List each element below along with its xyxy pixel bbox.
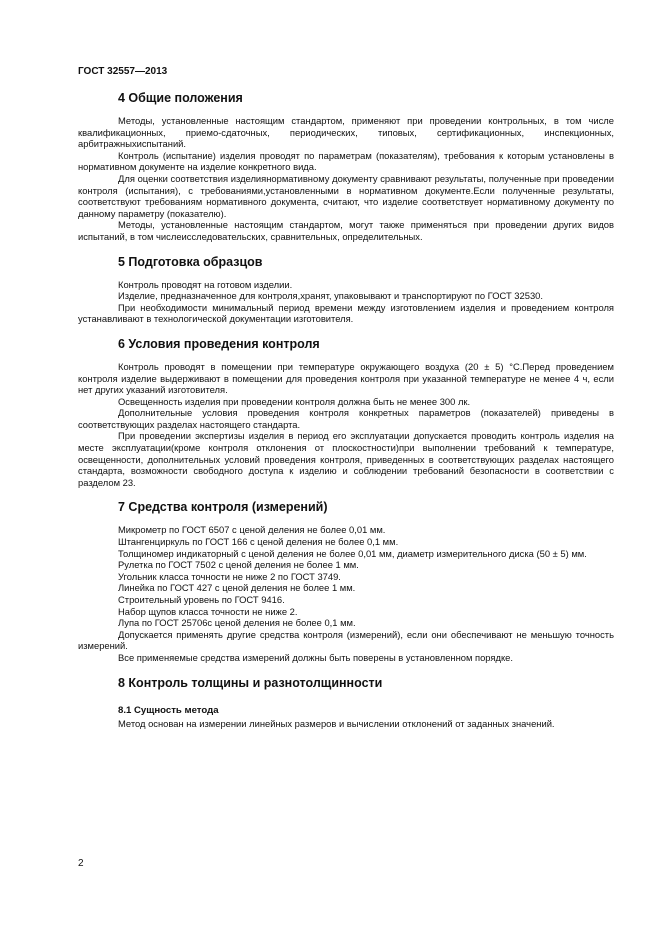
section-4 <box>78 90 614 243</box>
section-7 <box>78 499 614 663</box>
paragraph: Лупа по ГОСТ 25706с ценой деления не более 0,1 мм. <box>118 617 356 629</box>
section-title: 5 Подготовка образцов <box>118 254 263 269</box>
paragraph: Контроль проводят в помещении при температуре окружающего воздуха (20 ± 5) °С.Перед проведением контроля изделие выдерживают в помещении для проведения контроля при указанной температуре не менее 4 ч, если нет других указаний изготовителя. <box>78 360 614 396</box>
document-body <box>78 90 614 740</box>
section-8 <box>78 675 614 730</box>
paragraph: При необходимости минимальный период времени между изготовлением изделия и проведением контроля устанавливают в технологической документации изготовителя. <box>78 301 614 325</box>
paragraph: Толщиномер индикаторный с ценой деления не более 0,01 мм, диаметр измерительного диска (50 ± 5) мм. <box>118 547 587 559</box>
standard-code: ГОСТ 32557—2013 <box>78 66 168 77</box>
page-number: 2 <box>78 858 84 869</box>
paragraph: Угольник класса точности не ниже 2 по ГОСТ 3749. <box>118 570 341 582</box>
paragraph: Штангенциркуль по ГОСТ 166 с ценой деления не более 0,1 мм. <box>118 536 399 548</box>
section-5 <box>78 254 614 325</box>
paragraph: Набор щупов класса точности не ниже 2. <box>118 605 298 617</box>
paragraph: Линейка по ГОСТ 427 с ценой деления не более 1 мм. <box>118 582 356 594</box>
paragraph: Освещенность изделия при проведении контроля должна быть не менее 300 лк. <box>118 395 471 407</box>
paragraph: Микрометр по ГОСТ 6507 с ценой деления не более 0,01 мм. <box>118 524 386 536</box>
paragraph: Дополнительные условия проведения контроля конкретных параметров (показателей) приведены в соответствующих разделах настоящего стандарта. <box>78 407 614 430</box>
paragraph: Контроль (испытание) изделия проводят по параметрам (показателям), требования к которым установлены в нормативном документе на изделие конкретного вида. <box>78 149 614 173</box>
paragraph: Метод основан на измерении линейных размеров и вычислении отклонений от заданных значений. <box>118 717 555 729</box>
paragraph: При проведении экспертизы изделия в период его эксплуатации допускается проводить контроль изделия на месте эксплуатации(кроме контроля отклонения от плоскостности)при выполнении требований к температуре, освещенности, дополнительных условий проведения контроля, приведенных в соответствующих разделах настоящего стандарта, возможности свободного доступа к изделию и соблюдении требований безопасности в соответствии с разделом 23. <box>78 430 614 488</box>
paragraph: Все применяемые средства измерений должны быть поверены в установленном порядке. <box>118 651 513 663</box>
section-6 <box>78 336 614 489</box>
paragraph: Методы, установленные настоящим стандартом, могут также применяться при проведении других видов испытаний, в том числеисследовательских, сравнительных, определительных. <box>78 219 614 242</box>
subsection-title: 8.1 Сущность метода <box>118 704 219 716</box>
section-title: 6 Условия проведения контроля <box>118 336 320 351</box>
paragraph: Изделие, предназначенное для контроля,хранят, упаковывают и транспортируют по ГОСТ 32530. <box>118 290 543 302</box>
paragraph: Допускается применять другие средства контроля (измерений), если они обеспечивают не меньшую точность измерений. <box>78 628 614 652</box>
paragraph: Строительный уровень по ГОСТ 9416. <box>118 594 285 605</box>
paragraph: Для оценки соответствия изделиянормативному документу сравнивают результаты, полученные при проведении контроля (испытания), с требованиями,установленными в нормативном документе.Если полученные результаты, соответствуют требованиям нормативного документа, считают, что изделие соответствует нормативному документу по данному параметру (показателю). <box>78 172 614 219</box>
section-title: 7 Средства контроля (измерений) <box>118 500 328 515</box>
paragraph: Методы, установленные настоящим стандартом, применяют при проведении контрольных, в том числе квалификационных, приемо-сдаточных, периодических, типовых, сертификационных, инспекционных, арбитражныхиспытаний. <box>78 115 614 150</box>
paragraph: Контроль проводят на готовом изделии. <box>118 278 293 290</box>
paragraph: Рулетка по ГОСТ 7502 с ценой деления не более 1 мм. <box>118 559 359 571</box>
section-title: 8 Контроль толщины и разнотолщинности <box>118 675 383 690</box>
section-title: 4 Общие положения <box>118 91 243 105</box>
